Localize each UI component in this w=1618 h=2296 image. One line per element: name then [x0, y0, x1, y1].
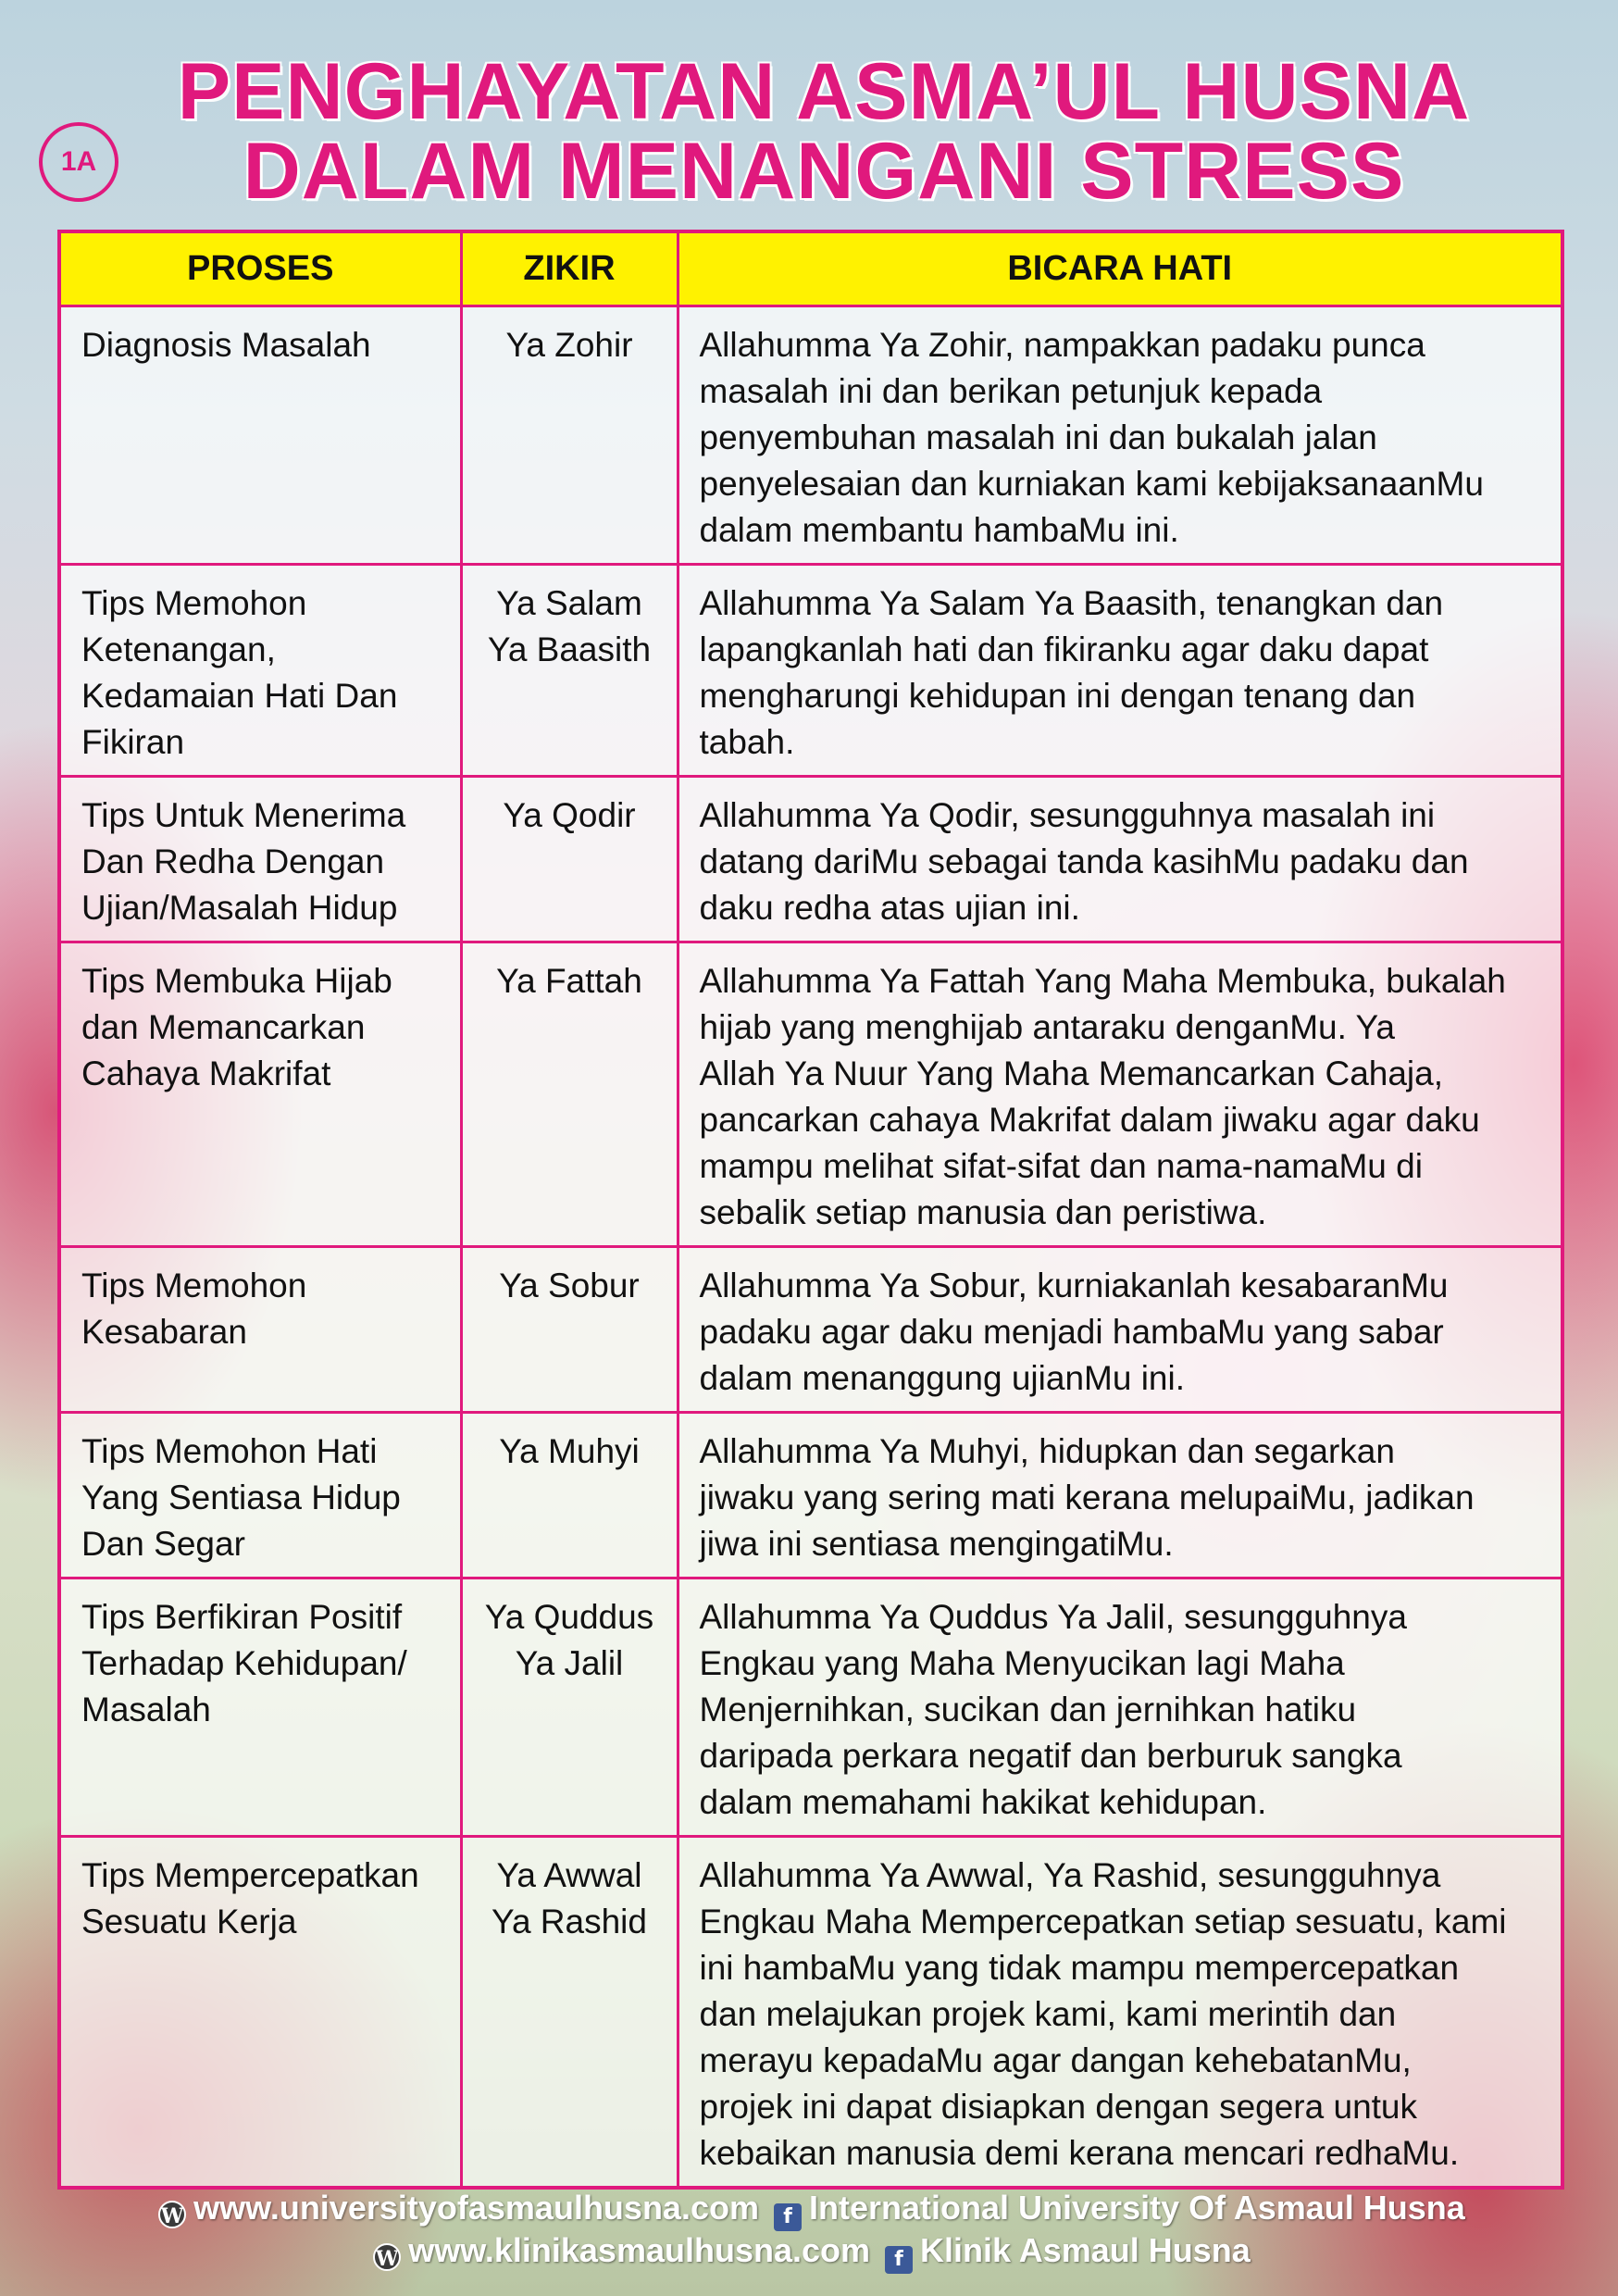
proses-cell — [59, 306, 461, 564]
bicara-hati-cell-line: dalam membantu hambaMu ini. — [699, 510, 1179, 549]
header-bicara-hati: BICARA HATI — [678, 231, 1562, 306]
bicara-hati-cell-line: ini hambaMu yang tidak mampu mempercepatkan — [699, 1948, 1460, 1987]
page-badge: 1A — [39, 122, 118, 202]
table-row — [59, 942, 1562, 1246]
bicara-hati-cell-line: dan melajukan projek kami, kami merintih dan — [699, 1994, 1397, 2033]
proses-cell — [59, 1836, 461, 2188]
table-row — [59, 1836, 1562, 2188]
proses-cell — [59, 1578, 461, 1836]
wordpress-icon: W — [373, 2243, 401, 2271]
page-title-line-2: DALAM MENANGANI STRESS — [243, 127, 1405, 216]
proses-cell-line: Kesabaran — [81, 1312, 247, 1351]
bicara-hati-cell — [678, 306, 1562, 564]
bicara-hati-cell-line: mampu melihat sifat-sifat dan nama-namaMu di — [699, 1146, 1423, 1185]
wordpress-icon: W — [158, 2201, 186, 2228]
bicara-hati-cell-line: merayu kepadaMu agar dangan kehebatanMu, — [699, 2040, 1412, 2079]
bicara-hati-cell-line: Menjernihkan, sucikan dan jernihkan hatiku — [699, 1690, 1357, 1728]
zikir-cell-line: Ya Muhyi — [499, 1431, 640, 1470]
zikir-cell-line: Ya Quddus — [484, 1597, 654, 1636]
bicara-hati-cell-line: dalam memahami hakikat kehidupan. — [699, 1782, 1267, 1821]
bicara-hati-cell-line: dalam menanggung ujianMu ini. — [699, 1358, 1186, 1397]
bicara-hati-cell — [678, 1836, 1562, 2188]
zikir-cell-line: Ya Zohir — [505, 325, 633, 364]
proses-cell-line: Tips Mempercepatkan — [81, 1855, 419, 1894]
bicara-hati-cell-line: mengharungi kehidupan ini dengan tenang dan — [699, 676, 1416, 715]
bicara-hati-cell — [678, 564, 1562, 776]
zikir-cell-line: Ya Qodir — [503, 795, 636, 834]
header-proses: PROSES — [59, 231, 461, 306]
proses-cell-line: Ketenangan, — [81, 630, 276, 668]
bicara-hati-cell-line: Allah Ya Nuur Yang Maha Memancarkan Cahaja, — [699, 1054, 1444, 1092]
bicara-hati-cell-line: tabah. — [699, 722, 795, 761]
proses-cell-line: Tips Untuk Menerima — [81, 795, 406, 834]
bicara-hati-cell-line: padaku agar daku menjadi hambaMu yang sabar — [699, 1312, 1444, 1351]
bicara-hati-cell-line: Engkau yang Maha Menyucikan lagi Maha — [699, 1643, 1345, 1682]
zikir-cell-line: Ya Sobur — [499, 1266, 640, 1304]
proses-cell-line: Yang Sentiasa Hidup — [81, 1478, 401, 1516]
zikir-cell — [461, 942, 678, 1246]
footer-facebook-link[interactable]: International University Of Asmaul Husna — [809, 2189, 1465, 2227]
zikir-cell — [461, 564, 678, 776]
proses-cell-line: Masalah — [81, 1690, 211, 1728]
bicara-hati-cell-line: Allahumma Ya Qodir, sesungguhnya masalah ini — [699, 795, 1436, 834]
bicara-hati-cell-line: daku redha atas ujian ini. — [699, 888, 1080, 927]
footer-website-link[interactable]: www.universityofasmaulhusna.com — [193, 2189, 759, 2227]
proses-cell-line: Fikiran — [81, 722, 185, 761]
proses-cell-line: Dan Redha Dengan — [81, 842, 385, 880]
bicara-hati-cell-line: projek ini dapat disiapkan dengan segera untuk — [699, 2087, 1418, 2126]
zikir-cell-line: Ya Baasith — [487, 630, 652, 668]
table-row — [59, 1578, 1562, 1836]
proses-cell — [59, 1412, 461, 1578]
proses-cell-line: Tips Membuka Hijab — [81, 961, 392, 1000]
proses-cell — [59, 564, 461, 776]
proses-cell-line: Terhadap Kehidupan/ — [81, 1643, 407, 1682]
zikir-cell — [461, 1246, 678, 1412]
zikir-cell-line: Ya Jalil — [515, 1643, 624, 1682]
bicara-hati-cell — [678, 776, 1562, 942]
bicara-hati-cell — [678, 1246, 1562, 1412]
zikir-cell-line: Ya Rashid — [492, 1902, 647, 1940]
table-row — [59, 1246, 1562, 1412]
bicara-hati-cell-line: Engkau Maha Mempercepatkan setiap sesuatu, kami — [699, 1902, 1507, 1940]
bicara-hati-cell-line: sebalik setiap manusia dan peristiwa. — [699, 1192, 1267, 1231]
bicara-hati-cell-line: Allahumma Ya Fattah Yang Maha Membuka, bukalah — [699, 961, 1506, 1000]
bicara-hati-cell-line: hijab yang menghijab antaraku denganMu. Ya — [699, 1007, 1396, 1046]
table-row — [59, 306, 1562, 564]
proses-cell-line: Tips Memohon Hati — [81, 1431, 378, 1470]
proses-cell — [59, 776, 461, 942]
footer-line-2 — [0, 2231, 1618, 2274]
zikir-cell-line: Ya Fattah — [496, 961, 642, 1000]
bicara-hati-cell-line: Allahumma Ya Quddus Ya Jalil, sesungguhnya — [699, 1597, 1407, 1636]
proses-cell-line: Tips Memohon — [81, 1266, 307, 1304]
proses-cell — [59, 1246, 461, 1412]
facebook-icon: f — [885, 2246, 913, 2274]
proses-cell-line: Diagnosis Masalah — [81, 325, 371, 364]
proses-cell — [59, 942, 461, 1246]
bicara-hati-cell-line: datang dariMu sebagai tanda kasihMu padaku dan — [699, 842, 1469, 880]
zikir-cell — [461, 776, 678, 942]
bicara-hati-cell-line: daripada perkara negatif dan berburuk sangka — [699, 1736, 1402, 1775]
zikir-cell — [461, 306, 678, 564]
bicara-hati-cell-line: Allahumma Ya Salam Ya Baasith, tenangkan dan — [699, 583, 1444, 622]
bicara-hati-cell-line: Allahumma Ya Muhyi, hidupkan dan segarkan — [699, 1431, 1395, 1470]
footer-website-link[interactable]: www.klinikasmaulhusna.com — [408, 2231, 871, 2269]
table-header-row — [59, 231, 1562, 306]
proses-cell-line: Tips Memohon — [81, 583, 307, 622]
bicara-hati-cell-line: lapangkanlah hati dan fikiranku agar daku dapat — [699, 630, 1429, 668]
footer-facebook-link[interactable]: Klinik Asmaul Husna — [920, 2231, 1251, 2269]
zikir-cell — [461, 1412, 678, 1578]
bicara-hati-cell — [678, 1412, 1562, 1578]
bicara-hati-cell-line: penyembuhan masalah ini dan bukalah jalan — [699, 418, 1377, 456]
bicara-hati-cell-line: pancarkan cahaya Makrifat dalam jiwaku agar daku — [699, 1100, 1480, 1139]
zikir-cell-line: Ya Salam — [496, 583, 642, 622]
zikir-cell-line: Ya Awwal — [496, 1855, 642, 1894]
proses-cell-line: Ujian/Masalah Hidup — [81, 888, 398, 927]
table-row — [59, 776, 1562, 942]
bicara-hati-cell-line: jiwaku yang sering mati kerana melupaiMu, jadikan — [699, 1478, 1475, 1516]
proses-cell-line: Cahaya Makrifat — [81, 1054, 331, 1092]
bicara-hati-cell-line: Allahumma Ya Zohir, nampakkan padaku punca — [699, 325, 1425, 364]
bicara-hati-cell — [678, 1578, 1562, 1836]
bicara-hati-cell-line: penyelesaian dan kurniakan kami kebijaksanaanMu — [699, 464, 1484, 503]
bicara-hati-cell-line: masalah ini dan berikan petunjuk kepada — [699, 371, 1323, 410]
bicara-hati-cell-line: jiwa ini sentiasa mengingatiMu. — [699, 1524, 1174, 1563]
bicara-hati-cell-line: Allahumma Ya Sobur, kurniakanlah kesabaranMu — [699, 1266, 1449, 1304]
table-row — [59, 1412, 1562, 1578]
bicara-hati-cell-line: Allahumma Ya Awwal, Ya Rashid, sesungguhnya — [699, 1855, 1441, 1894]
header-zikir: ZIKIR — [461, 231, 678, 306]
page-title-line-1: PENGHAYATAN ASMA’UL HUSNA — [177, 47, 1471, 136]
proses-cell-line: Sesuatu Kerja — [81, 1902, 297, 1940]
facebook-icon: f — [774, 2203, 802, 2231]
bicara-hati-cell-line: kebaikan manusia demi kerana mencari redhaMu. — [699, 2133, 1460, 2172]
footer-line-1 — [0, 2189, 1618, 2231]
zikir-cell — [461, 1578, 678, 1836]
proses-cell-line: Dan Segar — [81, 1524, 245, 1563]
proses-cell-line: Tips Berfikiran Positif — [81, 1597, 403, 1636]
bicara-hati-cell — [678, 942, 1562, 1246]
zikir-table — [57, 230, 1564, 2190]
table-row — [59, 564, 1562, 776]
proses-cell-line: Kedamaian Hati Dan — [81, 676, 398, 715]
proses-cell-line: dan Memancarkan — [81, 1007, 366, 1046]
zikir-cell — [461, 1836, 678, 2188]
